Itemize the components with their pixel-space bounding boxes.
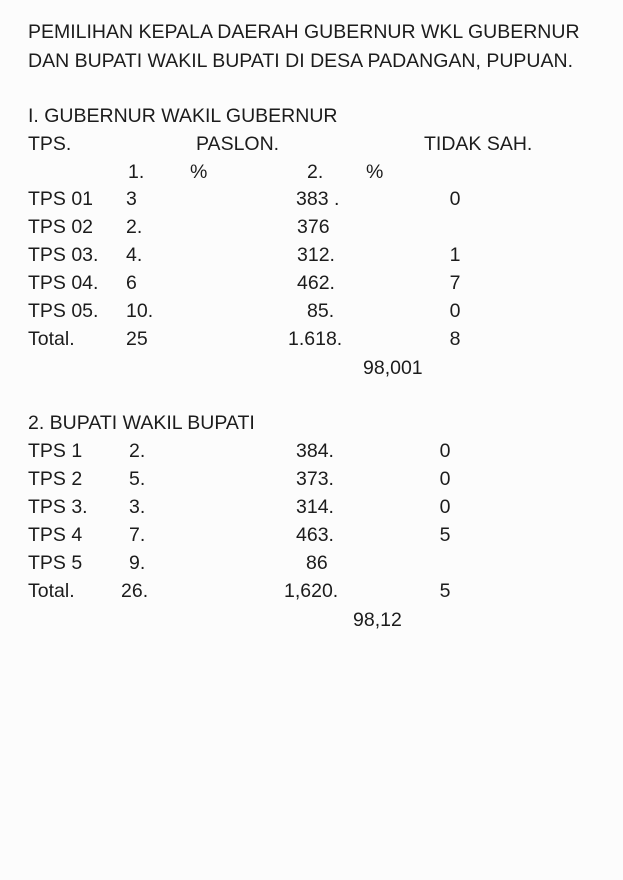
section1-row-3-paslon2: 312.: [297, 244, 335, 266]
section2-row-5-tps: TPS 5: [28, 552, 83, 574]
section2-row-2-paslon2: 373.: [296, 468, 334, 490]
section1-sub-percent-2: %: [366, 161, 384, 183]
section1-col-tps: TPS.: [28, 133, 72, 155]
section1-total-tidak-sah: 8: [449, 328, 461, 350]
section1-total-paslon1: 25: [126, 328, 148, 350]
section2-row-5-paslon1: 9.: [129, 552, 146, 574]
section2-row-4-paslon2: 463.: [296, 524, 334, 546]
section2-row-3-tps: TPS 3.: [28, 496, 88, 518]
section1-total-paslon2: 1.618.: [288, 328, 343, 350]
section1-row-1-paslon2: 383 .: [296, 188, 340, 210]
section2-total-paslon1: 26.: [121, 580, 149, 602]
section2-total-tidak-sah: 5: [439, 580, 451, 602]
section1-row-5-paslon2: 85.: [307, 300, 335, 322]
section1-row-1-paslon1: 3: [126, 188, 137, 210]
section1-row-4-tidak-sah: 7: [449, 272, 461, 294]
section1-row-5-tidak-sah: 0: [449, 300, 461, 322]
section2-row-1-tidak-sah: 0: [439, 440, 451, 462]
section1-row-3-paslon1: 4.: [126, 244, 143, 266]
section2-row-3-tidak-sah: 0: [439, 496, 451, 518]
section2-heading: 2. BUPATI WAKIL BUPATI: [28, 412, 255, 434]
section1-row-2-paslon2: 376: [297, 216, 330, 238]
title-line-1: PEMILIHAN KEPALA DAERAH GUBERNUR WKL GUBERNUR: [28, 21, 580, 43]
section2-row-3-paslon2: 314.: [296, 496, 334, 518]
section1-row-1-tps: TPS 01: [28, 188, 94, 210]
section1-row-2-tps: TPS 02: [28, 216, 94, 238]
section2-total-paslon2: 1,620.: [284, 580, 339, 602]
title-line-2: DAN BUPATI WAKIL BUPATI DI DESA PADANGAN, PUPUAN.: [28, 50, 574, 72]
section1-row-1-tidak-sah: 0: [449, 188, 461, 210]
section2-row-2-paslon1: 5.: [129, 468, 146, 490]
section2-row-2-tps: TPS 2: [28, 468, 83, 490]
note-title: [28, 18, 608, 76]
section1-row-2-paslon1: 2.: [126, 216, 143, 238]
section1-row-3-tps: TPS 03.: [28, 244, 99, 266]
section1-sub-paslon-2: 2.: [307, 161, 324, 183]
section2-row-4-paslon1: 7.: [129, 524, 146, 546]
section2-row-3-paslon1: 3.: [129, 496, 146, 518]
section1-col-paslon: PASLON.: [196, 133, 280, 155]
section1-row-5-tps: TPS 05.: [28, 300, 99, 322]
section2-row-4-tidak-sah: 5: [439, 524, 451, 546]
section1-row-4-paslon2: 462.: [297, 272, 335, 294]
section2-row-2-tidak-sah: 0: [439, 468, 451, 490]
section2-row-1-tps: TPS 1: [28, 440, 83, 462]
section2-row-1-paslon2: 384.: [296, 440, 334, 462]
section2-row-1-paslon1: 2.: [129, 440, 146, 462]
section1-sub-paslon-1: 1.: [128, 161, 145, 183]
section1-col-tidak-sah: TIDAK SAH.: [424, 133, 533, 155]
section1-row-4-tps: TPS 04.: [28, 272, 99, 294]
section1-row-5-paslon1: 10.: [126, 300, 154, 322]
section1-total-label: Total.: [28, 328, 75, 350]
section1-row-4-paslon1: 6: [126, 272, 137, 294]
section2-row-4-tps: TPS 4: [28, 524, 83, 546]
section2-percent: 98,12: [353, 609, 402, 631]
section1-percent: 98,001: [363, 357, 423, 379]
section1-sub-percent-1: %: [190, 161, 208, 183]
section1-row-3-tidak-sah: 1: [449, 244, 461, 266]
section2-total-label: Total.: [28, 580, 75, 602]
section2-row-5-paslon2: 86: [306, 552, 328, 574]
section1-heading: I. GUBERNUR WAKIL GUBERNUR: [28, 105, 338, 127]
